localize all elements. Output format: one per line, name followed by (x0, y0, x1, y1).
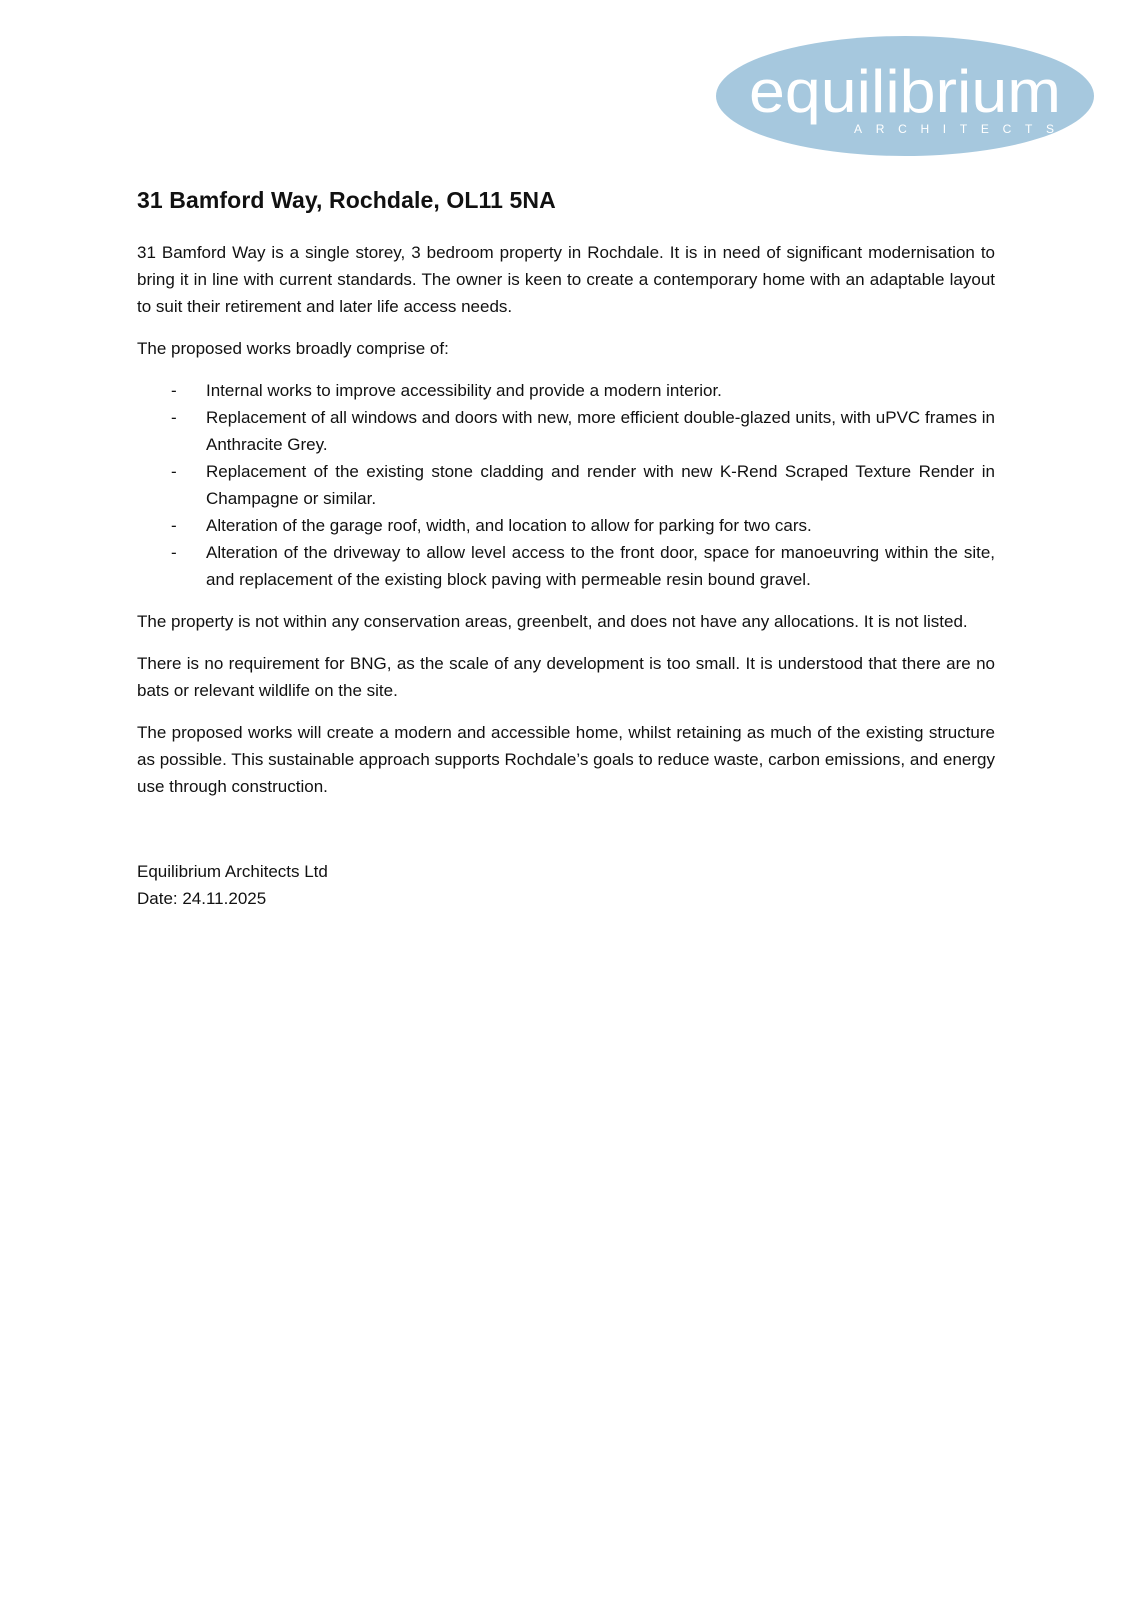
logo-tagline: ARCHITECTS (854, 122, 1054, 136)
proposed-works-list (137, 377, 995, 593)
list-item-text: Alteration of the driveway to allow level access to the front door, space for manoeuvring within the site, and replacement of the existing block paving with permeable resin bound gravel. (206, 543, 995, 589)
list-item-text: Alteration of the garage roof, width, and location to allow for parking for two cars. (206, 516, 812, 535)
company-name: Equilibrium Architects Ltd (137, 862, 328, 881)
document-date: Date: 24.11.2025 (137, 889, 267, 908)
list-item (137, 539, 995, 593)
list-item-text: Replacement of the existing stone cladding and render with new K-Rend Scraped Texture Render in Champagne or similar. (206, 462, 995, 508)
bullet-dash: - (171, 381, 177, 400)
list-item-text: Internal works to improve accessibility and provide a modern interior. (206, 381, 722, 400)
bullet-dash: - (171, 516, 177, 535)
designations-paragraph: The property is not within any conservation areas, greenbelt, and does not have any allocations. It is not listed. (137, 612, 968, 631)
page-title: 31 Bamford Way, Rochdale, OL11 5NA (137, 187, 556, 213)
logo-wordmark: equilibrium (749, 58, 1061, 125)
list-item (137, 512, 995, 539)
document-body (137, 183, 995, 912)
list-item (137, 377, 995, 404)
bullet-dash: - (171, 408, 177, 427)
bullet-dash: - (171, 462, 177, 481)
bullet-dash: - (171, 543, 177, 562)
equilibrium-architects-logo (716, 36, 1094, 156)
list-item-text: Replacement of all windows and doors with new, more efficient double-glazed units, with uPVC frames in Anthracite Grey. (206, 408, 995, 454)
works-intro-paragraph: The proposed works broadly comprise of: (137, 339, 449, 358)
signature-block (137, 858, 995, 912)
conclusion-paragraph: The proposed works will create a modern and accessible home, whilst retaining as much of the existing structure as possible. This sustainable approach supports Rochdale’s goals to reduce waste, carbon emissions, and energy use through construction. (137, 723, 995, 796)
bng-paragraph: There is no requirement for BNG, as the scale of any development is too small. It is understood that there are no bats or relevant wildlife on the site. (137, 654, 995, 700)
intro-paragraph: 31 Bamford Way is a single storey, 3 bedroom property in Rochdale. It is in need of significant modernisation to bring it in line with current standards. The owner is keen to create a contemporary home with an adaptable layout to suit their retirement and later life access needs. (137, 243, 995, 316)
list-item (137, 404, 995, 458)
list-item (137, 458, 995, 512)
